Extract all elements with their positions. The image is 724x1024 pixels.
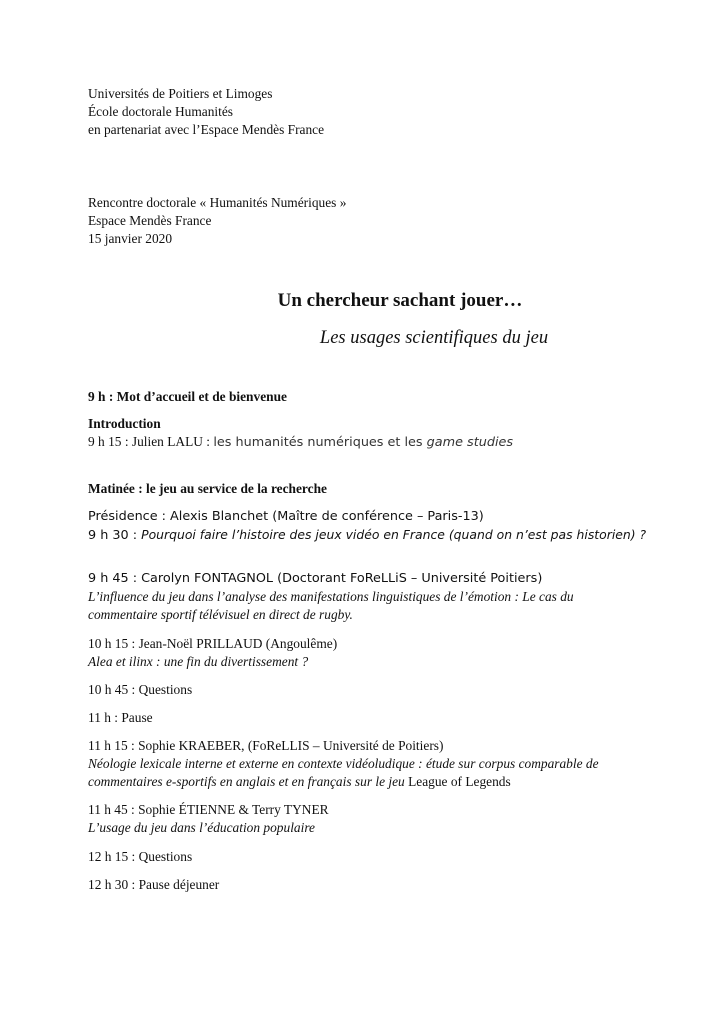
talk-4-title [88, 755, 633, 791]
talk-1-title: Pourquoi faire l’histoire des jeux vidéo en France (quand on n’est pas historien) ? [141, 527, 647, 542]
talk-4-speaker: 11 h 15 : Sophie KRAEBER, (FoReLLIS – Université de Poitiers) [88, 738, 444, 753]
intro-block [88, 415, 648, 452]
welcome-block [88, 388, 648, 406]
intro-topic-italic: game studies [426, 435, 514, 450]
header-block [88, 85, 648, 139]
header-line: Universités de Poitiers et Limoges [88, 86, 273, 101]
session-chair-block [88, 508, 648, 545]
header-line: École doctorale Humanités [88, 104, 234, 119]
questions-2: 12 h 15 : Questions [88, 849, 193, 864]
event-name: Rencontre doctorale « Humanités Numériques » [88, 195, 347, 210]
pause-block [88, 709, 648, 727]
talk-2-speaker: 9 h 45 : Carolyn FONTAGNOL (Doctorant FoReLLiS – Université Poitiers) [88, 571, 543, 586]
talk-5-title: L’usage du jeu dans l’éducation populaire [88, 820, 315, 835]
title-text: Un chercheur sachant jouer… [277, 290, 523, 311]
talk-3-block [88, 635, 648, 671]
talk-1 [88, 526, 648, 545]
talk-3-speaker: 10 h 15 : Jean-Noël PRILLAUD (Angoulême) [88, 636, 338, 651]
welcome-line: 9 h : Mot d’accueil et de bienvenue [88, 389, 287, 404]
questions-1: 10 h 45 : Questions [88, 682, 193, 697]
talk-2-title: L’influence du jeu dans l’analyse des manifestations linguistiques de l’émotion : Le cas du commentaire sportif télévisuel en direct de rugby. [88, 589, 574, 622]
morning-heading-block [88, 480, 648, 498]
intro-topic: les humanités numériques et les [213, 435, 427, 450]
intro-line [88, 433, 648, 452]
lunch-block [88, 876, 648, 894]
session-chair: Présidence : Alexis Blanchet (Maître de conférence – Paris-13) [88, 509, 484, 524]
talk-4-game-name: League of Legends [408, 774, 511, 789]
event-date: 15 janvier 2020 [88, 231, 173, 246]
talk-2-block [88, 570, 648, 624]
event-block [88, 194, 648, 248]
talk-5-speaker: 11 h 45 : Sophie ÉTIENNE & Terry TYNER [88, 802, 329, 817]
page-subtitle [0, 326, 724, 350]
page-title [0, 289, 724, 313]
talk-1-time: 9 h 30 : [88, 528, 142, 543]
talk-5-block [88, 801, 648, 837]
event-venue: Espace Mendès France [88, 213, 212, 228]
questions-2-block [88, 848, 648, 866]
talk-4-title-text: Néologie lexicale interne et externe en contexte vidéoludique : étude sur corpus comparable de commentaires e-sportifs en anglais et en français sur le jeu [88, 756, 599, 789]
header-line: en partenariat avec l’Espace Mendès France [88, 122, 325, 137]
morning-heading: Matinée : le jeu au service de la recherche [88, 481, 327, 496]
intro-heading: Introduction [88, 416, 161, 431]
subtitle-text: Les usages scientifiques du jeu [319, 328, 549, 348]
talk-3-title: Alea et ilinx : une fin du divertissement ? [88, 654, 309, 669]
intro-time: 9 h 15 : Julien LALU : [88, 434, 214, 449]
pause-line: 11 h : Pause [88, 710, 153, 725]
lunch-line: 12 h 30 : Pause déjeuner [88, 877, 220, 892]
questions-1-block [88, 681, 648, 699]
talk-4-block [88, 737, 648, 791]
